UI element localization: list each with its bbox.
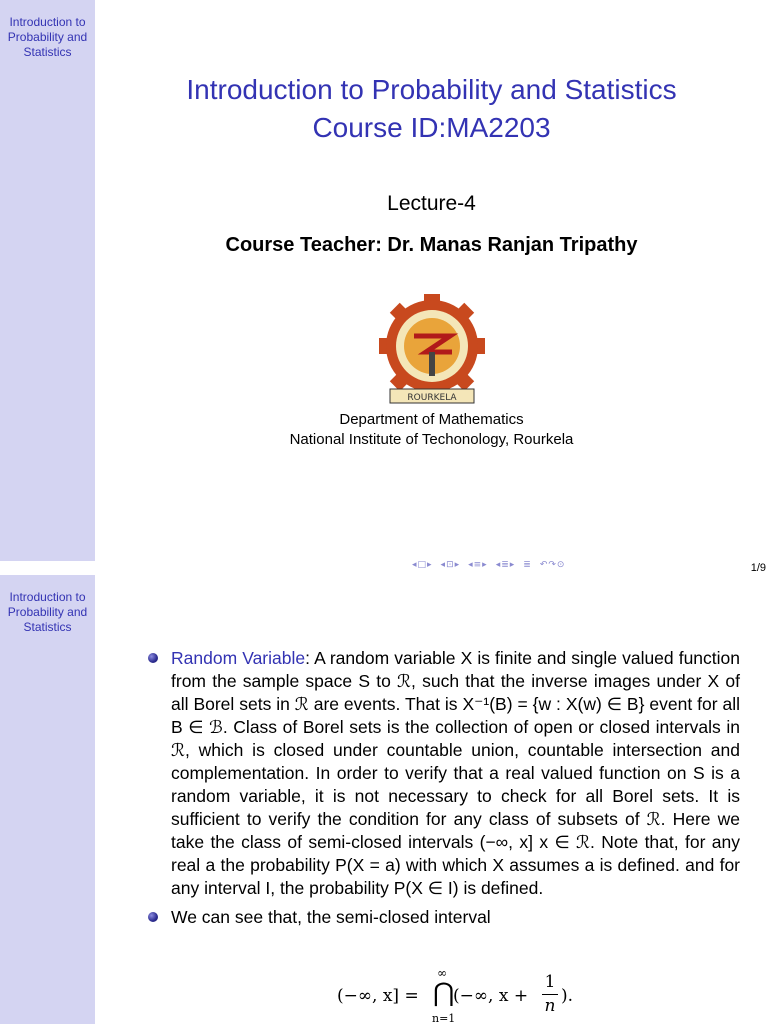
bullet2-text: We can see that, the semi-closed interval [171, 907, 491, 927]
logo-text: ROURKELA [407, 393, 457, 403]
institute-block [95, 410, 768, 450]
nav-search-icon[interactable]: ↶↷⊙ [539, 560, 566, 570]
nav-frame-icon[interactable]: ◂⊡▸ [440, 560, 461, 570]
slide-title-line2: Course ID:MA2203 [312, 112, 551, 143]
formula-rhs-b: ). [561, 986, 574, 1006]
bullet1-text: : A random variable X is finite and single valued function from the sample space S to ℛ, such that the inverse images under X of all Borel sets in ℛ are events. That is X⁻¹(B) = {w : X(w) ∈ B} event for all B ∈ ℬ. Class of Borel sets is the collection of open or closed intervals in ℛ, which is closed under countable union, countable intersection and complementation. In order to verify that a real valued function on S is a random variable, it is not necessary to check for all Borel sets. It is sufficient to verify the condition for any class of subsets of ℛ. Here we take the class of semi-closed intervals (−∞, x] x ∈ ℛ. Note that, for any real a the probability P(X = a) with which X assumes a is defined. and for any interval I, the probability P(X ∈ I) is defined. [171, 648, 741, 898]
sidebar-title-link[interactable]: Introduction to Probability and Statistics [7, 590, 88, 634]
bullet-icon [148, 653, 158, 663]
formula-intersection [337, 966, 597, 1024]
bullet-semi-closed [148, 906, 740, 929]
beamer-navigation [410, 557, 567, 573]
formula-sub: n=1 [432, 1012, 456, 1024]
institute-name: National Institute of Techonology, Rourkela [289, 431, 574, 448]
formula-denominator: n [544, 996, 556, 1016]
slide-2 [0, 575, 768, 1024]
formula-rhs-a: (−∞, x + [453, 986, 529, 1006]
formula-numerator: 1 [544, 972, 556, 992]
page-number: 1/9 [750, 562, 766, 574]
sidebar-title-link[interactable]: Introduction to Probability and Statistics [7, 15, 88, 59]
formula-lhs: (−∞, x] = [337, 986, 419, 1006]
term-random-variable: Random Variable [171, 648, 306, 668]
bullet-random-variable [148, 647, 740, 900]
nav-toc-icon[interactable]: ≣ [523, 560, 532, 570]
lecture-label: Lecture-4 [387, 192, 476, 215]
fraction-bar [542, 994, 558, 995]
formula-intersection-op: ⋂ [433, 978, 455, 1008]
department-name: Department of Mathematics [339, 411, 524, 428]
slide-title-line1: Introduction to Probability and Statistics [186, 74, 677, 105]
slide-content [148, 647, 740, 935]
sidebar [0, 575, 95, 1024]
nav-subsection-icon[interactable]: ◂≡▸ [468, 560, 488, 570]
institute-logo [374, 294, 490, 406]
sidebar [0, 0, 95, 561]
bullet-icon [148, 912, 158, 922]
nav-prev-frame-icon[interactable]: ◂□▸ [412, 560, 433, 570]
formula-sup: ∞ [437, 966, 447, 980]
course-teacher: Course Teacher: Dr. Manas Ranjan Tripathy [225, 234, 638, 256]
nav-section-icon[interactable]: ◂≣▸ [495, 560, 516, 570]
